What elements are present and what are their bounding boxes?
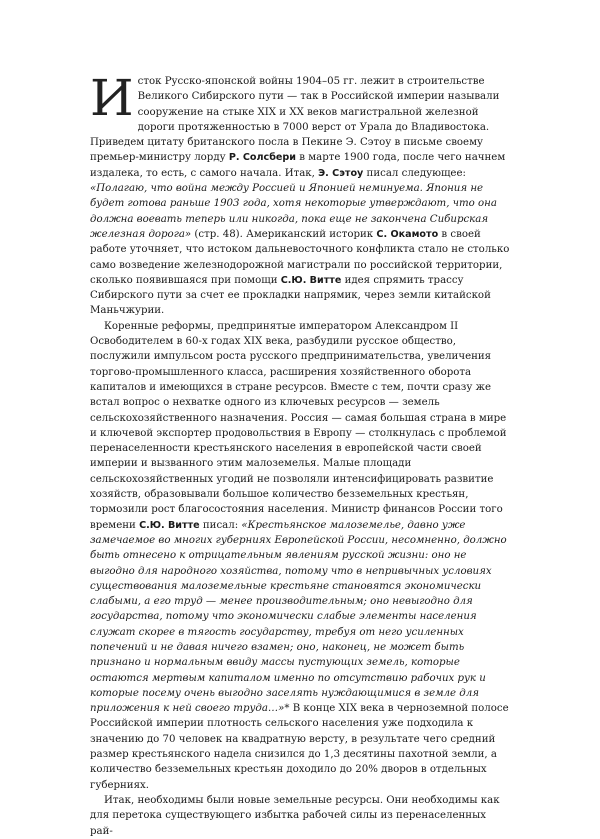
text-run: писал следующее:: [363, 167, 466, 179]
person-name: С.Ю. Витте: [280, 274, 342, 286]
person-name: Э. Сэтоу: [318, 167, 364, 179]
paragraph-reforms: [90, 319, 510, 793]
text-run: (стр. 48). Американский историк: [191, 228, 377, 240]
text-run: В конце XIX века в черноземной полосе Российской империи плотность сельского населения уже подходила к значению до 70 человек на квадратную версту, в результате чего средний размер крестьянского надела снизился до 1,3 десятины пахотной земли, а количество безземельных крестьян доходило до 20% дворов в отдельных губерниях.: [90, 703, 509, 791]
text-run: Коренные реформы, предпринятые императором Александром II Освободителем в 60-х годах XIX века, разбудили русское общество, послужили импульсом роста русского предпринимательства, увеличения торгово-промышленного класса, расширения хозяйственного оборота капиталов и имеющихся в стране ресурсов. Вместе с тем, почти сразу же встал вопрос о нехватке одного из ключевых ресурсов — земель сельскохозяйственного назначения. Россия — самая большая страна в мире и ключевой экспортер продовольствия в Европу — столкнулась с проблемой перенаселенности крестьянского населения в европейской части своей империи и вызванного этим малоземелья. Малые площади сельскохозяйственных угодий не позволяли интенсифицировать развитие хозяйств, образовывали большое количество безземельных крестьян, тормозили рост благосостояния населения. Министр финансов России того времени: [90, 320, 507, 531]
text-run: идея спрямить трассу Сибирского пути за счет ее прокладки напрямик, через земли китайской Маньчжурии.: [90, 274, 491, 317]
text-column: [90, 69, 510, 839]
text-run: писал:: [199, 519, 242, 531]
person-name: С.Ю. Витте: [139, 519, 200, 531]
text-run: Итак, необходимы были новые земельные ресурсы. Они необходимы как для перетока существующего избытка рабочей силы из перенаселенных рай-: [90, 794, 500, 837]
drop-cap: И: [90, 69, 134, 127]
quotation: «Крестьянское малоземелье, давно уже замечаемое во многих губерниях Европейской России, несомненно, должно быть отнесено к отрицательным явлениям русской жизни: оно не выгодно для народного хозяйства, потому что в непривычных условиях существования малоземельные крестьяне становятся экономически слабыми, а его труд — менее производительным; оно невыгодно для государства, потому что экономически слабые элементы населения служат скорее в тягость государству, требуя от него усиленных попечений и не давая ничего взамен; оно, наконец, не может быть признано и нормальным ввиду массы пустующих земель, которые остаются мертвым капиталом именно по отсутствию рабочих рук и которые посему очень выгодно заселять нуждающимися в земле для приложения к ней своего труда…»*: [90, 519, 507, 715]
paragraph-intro: [90, 69, 510, 319]
person-name: Р. Солсбери: [228, 152, 296, 164]
text-run: в марте 1900 года, после чего начнем издалека, то есть, с самого начала. Итак,: [90, 152, 506, 179]
text-run: в своей работе уточняет, что истоком дальневосточного конфликта стало не столько само возведение железнодорожной магистрали по российской территории, сколько появившаяся при помощи: [90, 228, 510, 286]
quotation: «Полагаю, что война между Россией и Японией неминуема. Япония не будет готова раньше 1903 года, хотя некоторые утверждают, что она должна воевать теперь или никогда, пока еще не закончена Сибирская железная дорога»: [90, 183, 497, 240]
person-name: С. Окамото: [376, 228, 439, 240]
paragraph-conclusion: [90, 793, 510, 839]
text-run: сток Русско-японской войны 1904–05 гг. лежит в строительстве Великого Сибирского пути — так в Российской империи называли сооружение на стыке XIX и XX веков магистральной железной дороги протяженностью в 7000 верст от Урала до Владивостока. Приведем цитату британского посла в Пекине Э. Сэтоу в письме своему премьер-министру лорду: [90, 76, 500, 164]
